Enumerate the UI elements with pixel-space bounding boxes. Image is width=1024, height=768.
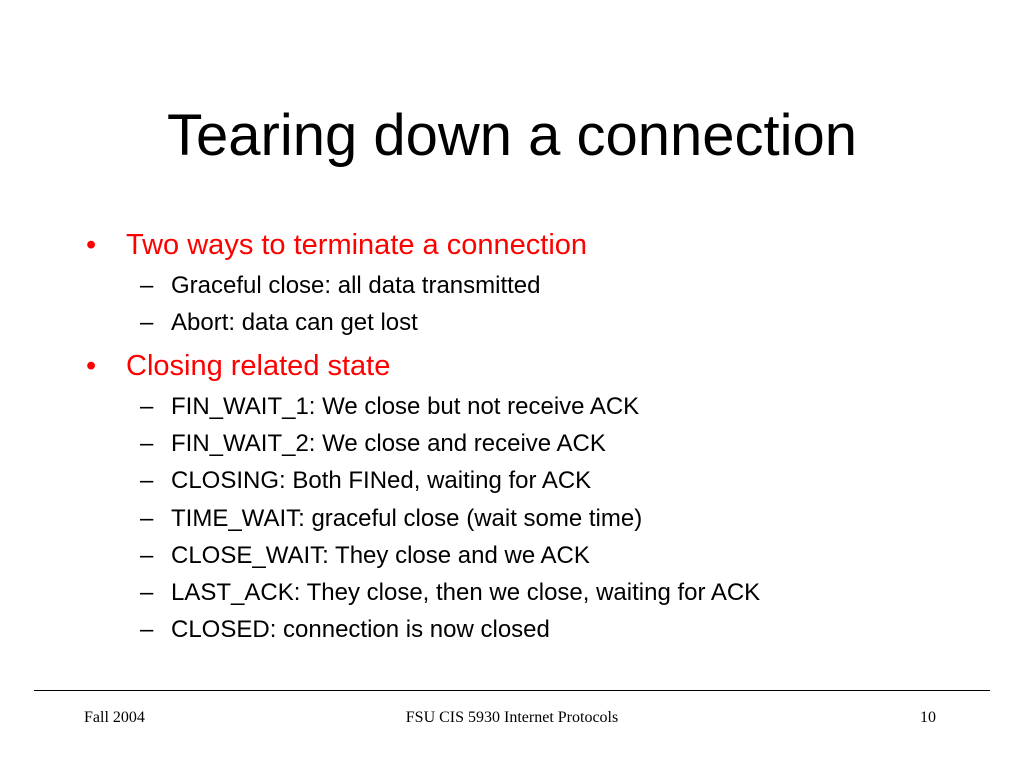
sub-item: [140, 271, 541, 301]
dash-marker: –: [140, 430, 154, 457]
dash-marker: –: [140, 505, 154, 532]
footer-date: Fall 2004: [84, 709, 145, 726]
dash-marker: –: [140, 272, 154, 299]
sub-item: [140, 504, 642, 534]
bullet-item: [86, 348, 390, 384]
dash-marker: –: [140, 309, 154, 336]
sub-item-text: CLOSE_WAIT: They close and we ACK: [171, 542, 590, 569]
sub-item: [140, 392, 639, 422]
dash-marker: –: [140, 542, 154, 569]
bullet-text: Two ways to terminate a connection: [126, 229, 588, 261]
sub-item: [140, 429, 606, 459]
dash-marker: –: [140, 467, 154, 494]
slide-number: 10: [920, 709, 936, 726]
sub-item-text: Abort: data can get lost: [171, 309, 418, 336]
bullet-item: [86, 227, 587, 263]
sub-item-text: TIME_WAIT: graceful close (wait some time): [171, 505, 643, 532]
sub-item-text: Graceful close: all data transmitted: [171, 272, 541, 299]
bullet-text: Closing related state: [126, 350, 391, 382]
sub-item-text: CLOSING: Both FINed, waiting for ACK: [171, 467, 592, 494]
sub-item: [140, 541, 590, 571]
sub-item-text: LAST_ACK: They close, then we close, waiting for ACK: [171, 579, 761, 606]
sub-item-text: FIN_WAIT_2: We close and receive ACK: [171, 430, 606, 457]
sub-item: [140, 615, 550, 645]
footer-divider: [34, 690, 990, 691]
sub-item-text: CLOSED: connection is now closed: [171, 616, 550, 643]
dash-marker: –: [140, 393, 154, 420]
bullet-marker: •: [86, 350, 97, 382]
slide-title: Tearing down a connection: [166, 103, 858, 168]
sub-item: [140, 466, 591, 496]
bullet-marker: •: [86, 229, 97, 261]
sub-item-text: FIN_WAIT_1: We close but not receive ACK: [171, 393, 640, 420]
dash-marker: –: [140, 579, 154, 606]
sub-item: [140, 308, 418, 338]
footer-course: FSU CIS 5930 Internet Protocols: [405, 709, 619, 726]
dash-marker: –: [140, 616, 154, 643]
sub-item: [140, 578, 760, 608]
